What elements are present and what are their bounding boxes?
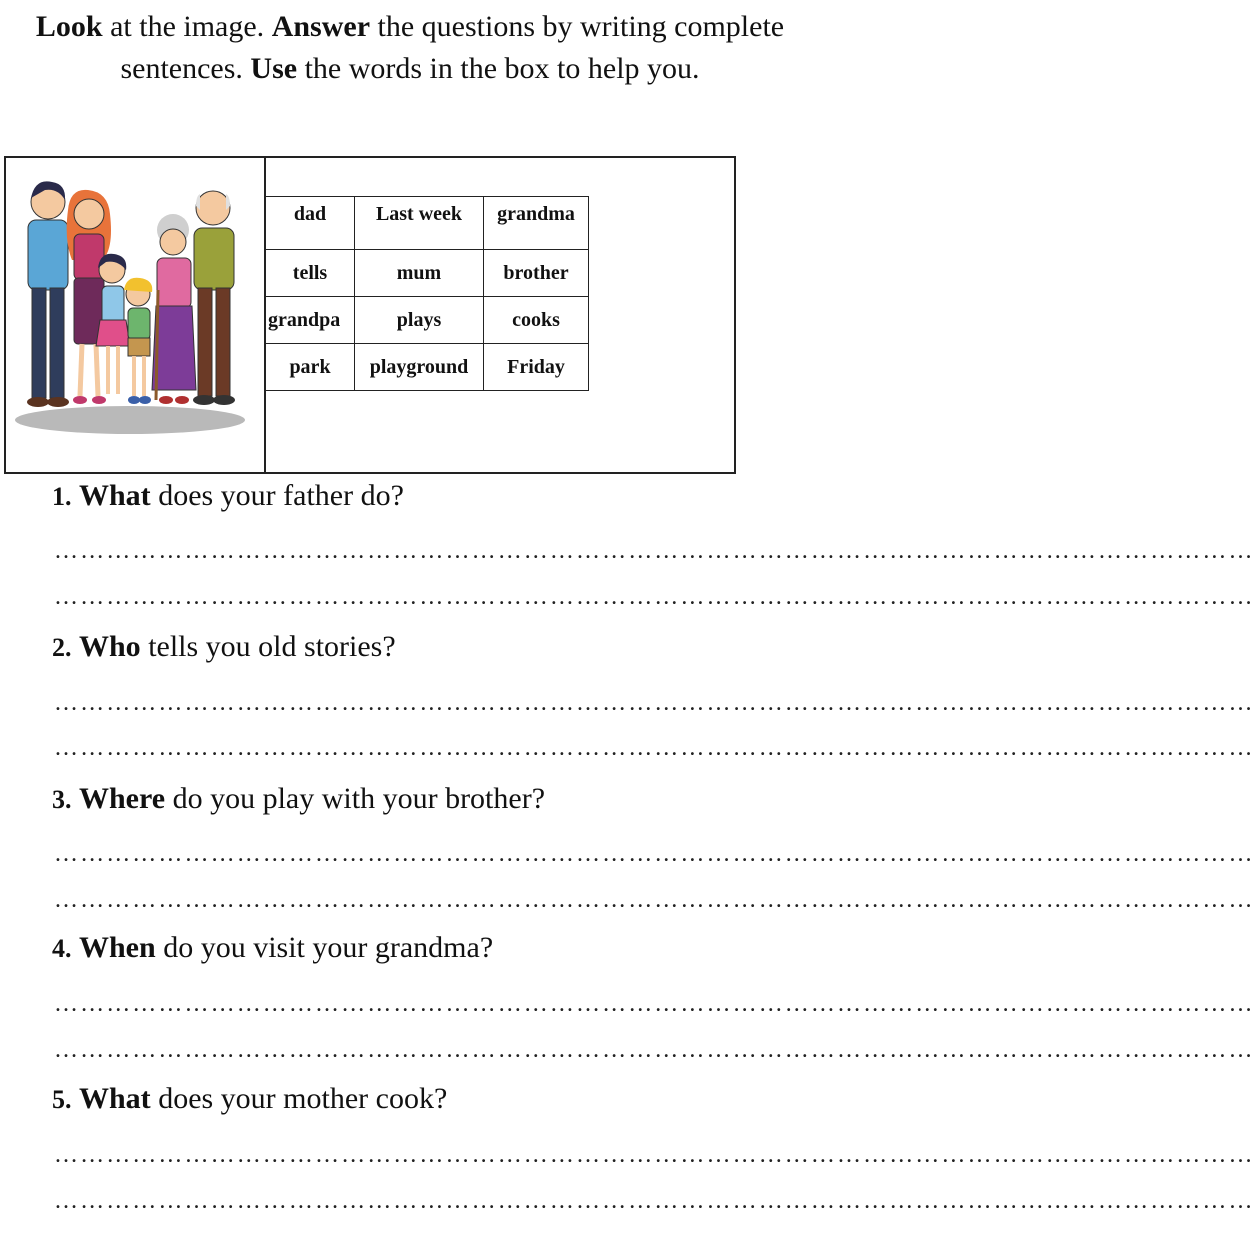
word-cell: tells	[266, 250, 355, 297]
word-box-row	[266, 297, 589, 344]
question-number: 5.	[52, 1085, 72, 1114]
question-number: 3.	[52, 785, 72, 814]
answer-line-4b[interactable]: …………………………………………………………………………………………………………………………	[54, 1037, 1255, 1063]
answer-line-4a[interactable]: …………………………………………………………………………………………………………………………	[54, 991, 1255, 1017]
word-cell: park	[266, 344, 355, 391]
question-2	[52, 629, 396, 666]
answer-line-2b[interactable]: …………………………………………………………………………………………………………………………	[54, 735, 1255, 761]
word-box-row	[266, 197, 589, 250]
question-number: 4.	[52, 934, 72, 963]
word-cell: playground	[355, 344, 484, 391]
answer-line-3b[interactable]: …………………………………………………………………………………………………………………………	[54, 887, 1255, 913]
instruction-text-2: the questions by writing complete sentences.	[120, 10, 785, 85]
word-cell: Last week	[355, 197, 484, 250]
instruction-look: Look	[35, 10, 103, 43]
boy-figure	[124, 278, 152, 404]
question-1	[52, 478, 404, 515]
family-illustration	[10, 170, 260, 460]
question-keyword: Who	[79, 630, 141, 663]
dad-figure	[27, 181, 69, 407]
question-keyword: What	[79, 1082, 151, 1115]
answer-line-1a[interactable]: …………………………………………………………………………………………………………………………	[54, 538, 1255, 564]
answer-line-5b[interactable]: …………………………………………………………………………………………………………………………	[54, 1188, 1255, 1214]
word-cell: grandma	[484, 197, 589, 250]
word-cell: mum	[355, 250, 484, 297]
instructions	[30, 6, 790, 90]
answer-line-1b[interactable]: …………………………………………………………………………………………………………………………	[54, 584, 1255, 610]
ground-shadow	[15, 406, 245, 434]
grandpa-figure	[193, 191, 235, 405]
word-cell: plays	[355, 297, 484, 344]
answer-line-3a[interactable]: …………………………………………………………………………………………………………………………	[54, 841, 1255, 867]
question-text: does your mother cook?	[150, 1082, 448, 1115]
question-4	[52, 930, 493, 967]
word-cell: Friday	[484, 344, 589, 391]
question-number: 1.	[52, 482, 72, 511]
question-number: 2.	[52, 633, 72, 662]
instruction-text-1: at the image.	[102, 10, 272, 43]
grandma-figure	[152, 214, 196, 404]
word-box-row	[266, 250, 589, 297]
word-cell: dad	[266, 197, 355, 250]
word-cell: grandpa	[266, 297, 355, 344]
instruction-answer: Answer	[271, 10, 371, 43]
question-3	[52, 781, 545, 818]
word-box	[266, 196, 589, 391]
word-cell: brother	[484, 250, 589, 297]
question-5	[52, 1081, 447, 1118]
instruction-text-3: the words in the box to help you.	[297, 52, 700, 85]
instruction-use: Use	[250, 52, 298, 85]
answer-line-5a[interactable]: …………………………………………………………………………………………………………………………	[54, 1142, 1255, 1168]
answer-line-2a[interactable]: …………………………………………………………………………………………………………………………	[54, 690, 1255, 716]
word-cell: cooks	[484, 297, 589, 344]
question-text: do you play with your brother?	[165, 782, 546, 815]
question-keyword: What	[79, 479, 151, 512]
question-keyword: When	[79, 931, 156, 964]
question-text: does your father do?	[150, 479, 404, 512]
question-keyword: Where	[79, 782, 166, 815]
question-text: tells you old stories?	[140, 630, 396, 663]
girl-figure	[96, 254, 130, 394]
word-box-row	[266, 344, 589, 391]
question-text: do you visit your grandma?	[155, 931, 494, 964]
